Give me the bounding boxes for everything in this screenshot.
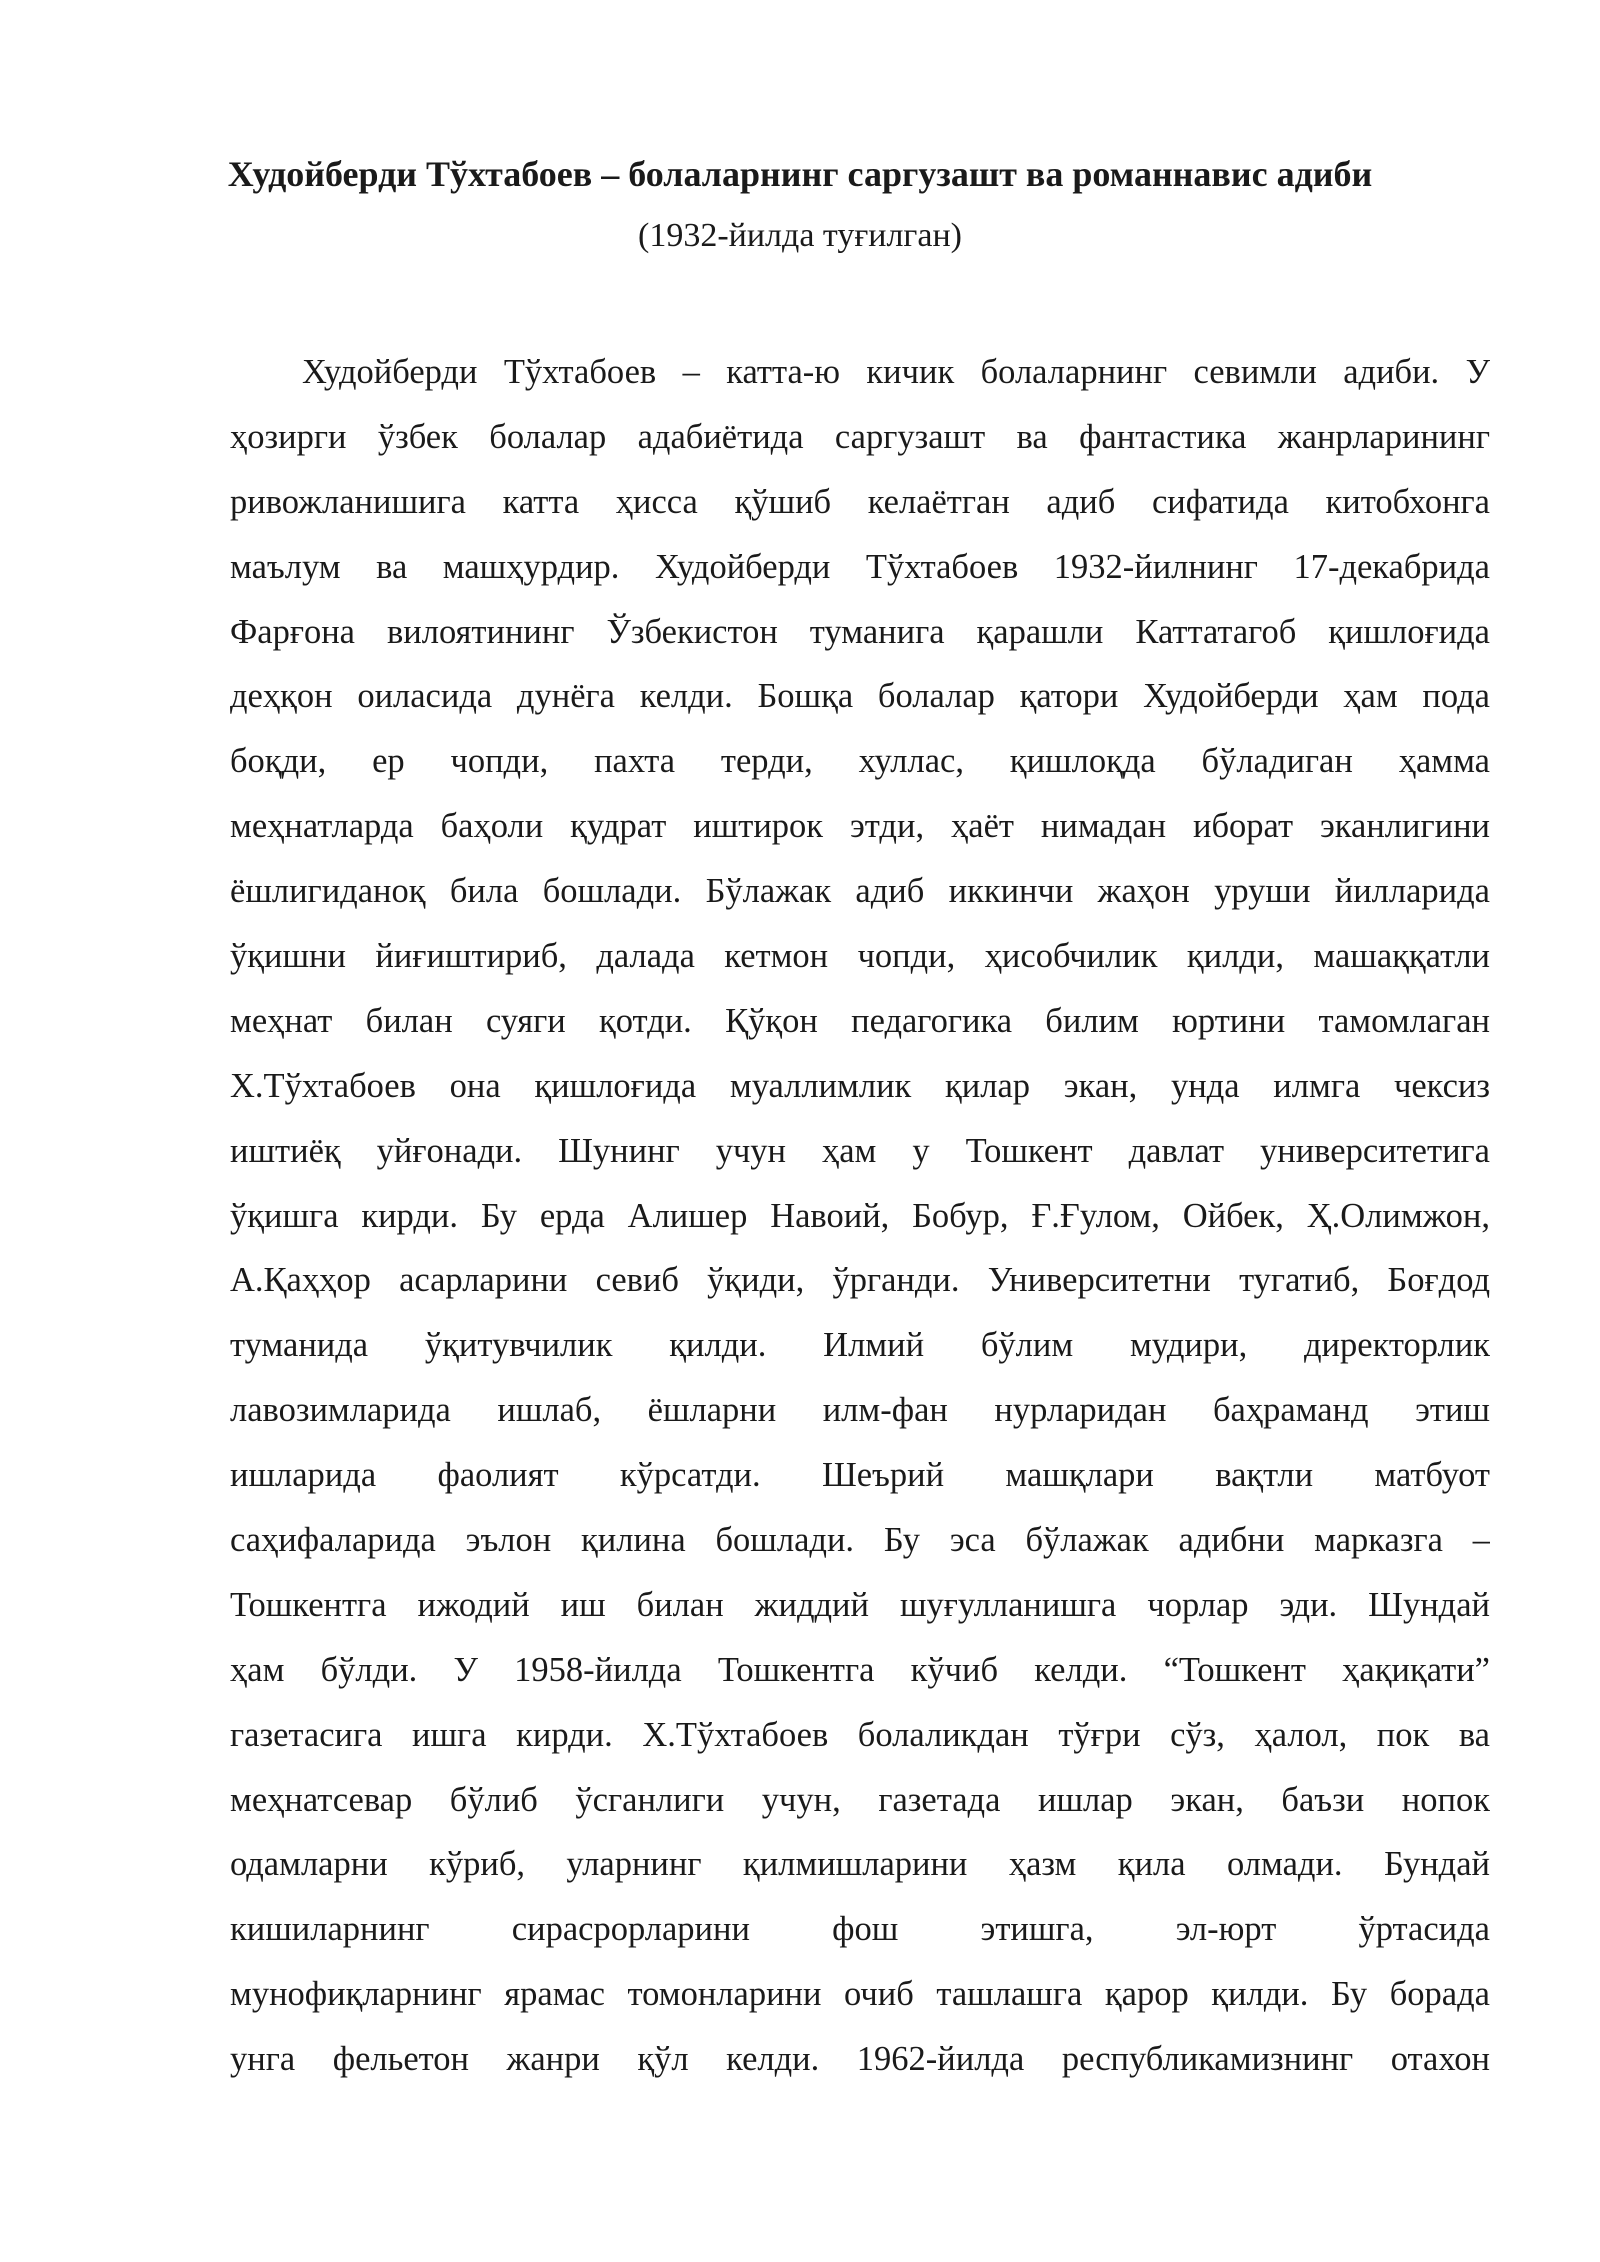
text-line: ҳам бўлди. У 1958-йилда Тошкентга кўчиб келди. “Тошкент ҳақиқати” [230, 1650, 1490, 1689]
text-line: Х.Тўхтабоев она қишлоғида муаллимлик қилар экан, унда илмга чексиз [230, 1066, 1490, 1105]
text-line: Тошкентга ижодий иш билан жиддий шуғулланишга чорлар эди. Шундай [230, 1585, 1490, 1624]
text-line: иштиёқ уйғонади. Шунинг учун ҳам у Тошкент давлат университетига [230, 1131, 1490, 1170]
text-line: ёшлигиданоқ била бошлади. Бўлажак адиб иккинчи жаҳон уруши йилларида [230, 872, 1490, 911]
text-line: туманида ўқитувчилик қилди. Илмий бўлим мудири, директорлик [230, 1326, 1490, 1365]
text-line: саҳифаларида эълон қилина бошлади. Бу эса бўлажак адибни марказга – [230, 1521, 1490, 1560]
text-line: меҳнатларда баҳоли қудрат иштирок этди, ҳаёт нимадан иборат эканлигини [230, 807, 1490, 846]
document-title: Худойберди Тўхтабоев – болаларнинг саргузашт ва романнавис адиби [227, 154, 1373, 194]
text-line: ўқишга кирди. Бу ерда Алишер Навоий, Бобур, Ғ.Ғулом, Ойбек, Ҳ.Олимжон, [230, 1196, 1490, 1235]
text-line: Фарғона вилоятининг Ўзбекистон туманига қарашли Каттатагоб қишлоғида [230, 612, 1490, 651]
text-line: мунофиқларнинг ярамас томонларини очиб ташлашга қарор қилди. Бу борада [230, 1975, 1490, 2014]
text-line: одамларни кўриб, уларнинг қилмишларини ҳазм қила олмади. Бундай [230, 1845, 1490, 1884]
text-line: унга фельетон жанри қўл келди. 1962-йилда республикамизнинг отахон [230, 2040, 1490, 2079]
text-line: Худойберди Тўхтабоев – катта-ю кичик болаларнинг севимли адиби. У [302, 353, 1490, 391]
document-subtitle: (1932-йилда туғилган) [638, 217, 962, 254]
text-line: газетасига ишга кирди. Х.Тўхтабоев болаликдан тўғри сўз, ҳалол, пок ва [230, 1715, 1490, 1754]
text-line: маълум ва машҳурдир. Худойберди Тўхтабоев 1932-йилнинг 17-декабрида [230, 547, 1490, 586]
text-line: А.Қаҳҳор асарларини севиб ўқиди, ўрганди. Университетни тугатиб, Боғдод [230, 1261, 1490, 1300]
body-paragraph [230, 340, 1490, 2092]
text-line: кишиларнинг сирасрорларини фош этишга, эл-юрт ўртасида [230, 1910, 1490, 1949]
text-line: боқди, ер чопди, пахта терди, хуллас, қишлоқда бўладиган ҳамма [230, 742, 1490, 781]
text-line: ҳозирги ўзбек болалар адабиётида саргузашт ва фантастика жанрларининг [230, 417, 1490, 456]
text-line: меҳнат билан суяги қотди. Қўқон педагогика билим юртини тамомлаган [230, 1001, 1490, 1040]
text-line: деҳқон оиласида дунёга келди. Бошқа болалар қатори Худойберди ҳам пода [230, 677, 1490, 716]
text-line: ўқишни йиғиштириб, далада кетмон чопди, ҳисобчилик қилди, машаққатли [230, 937, 1490, 976]
text-line: лавозимларида ишлаб, ёшларни илм-фан нурларидан баҳраманд этиш [230, 1391, 1490, 1430]
text-line: ривожланишига катта ҳисса қўшиб келаётган адиб сифатида китобхонга [230, 482, 1490, 521]
text-line: ишларида фаолият кўрсатди. Шеърий машқлари вақтли матбуот [230, 1456, 1490, 1495]
text-line: меҳнатсевар бўлиб ўсганлиги учун, газетада ишлар экан, баъзи нопок [230, 1780, 1490, 1819]
